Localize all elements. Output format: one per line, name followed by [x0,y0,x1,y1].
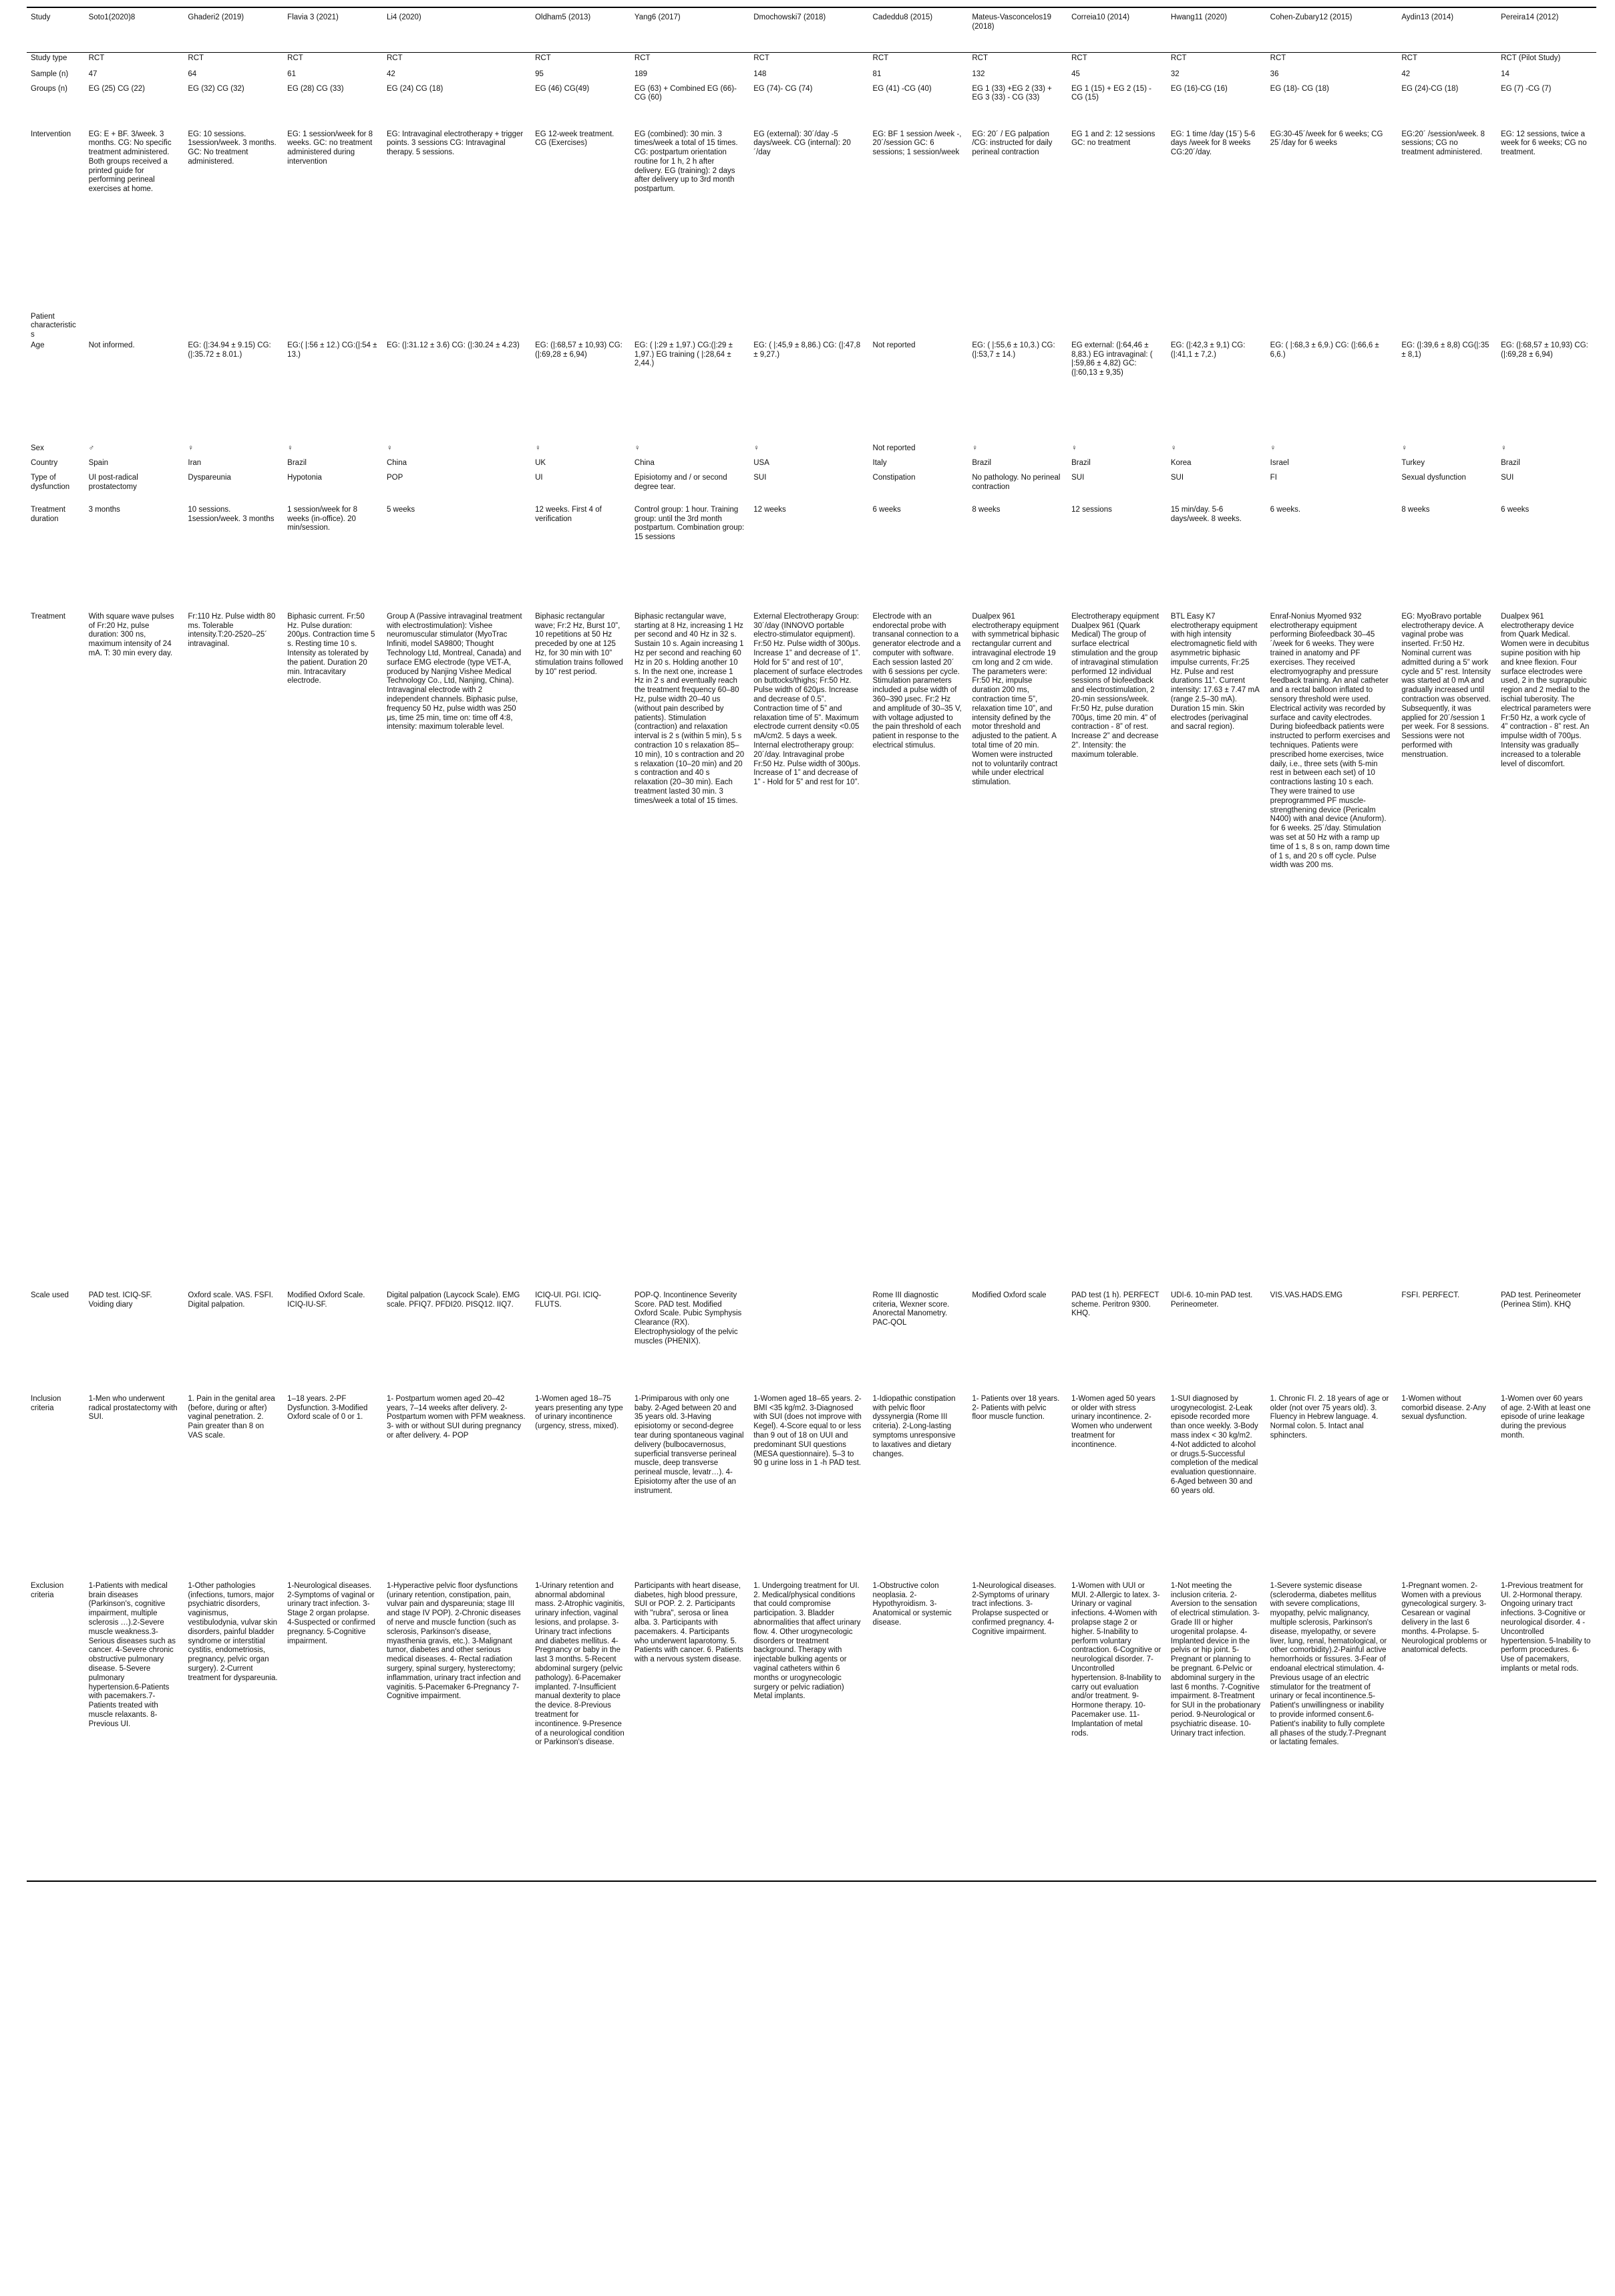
table-cell: 42 [386,69,395,78]
table-cell: EG (28) CG (33) [287,84,344,93]
column-header-study-6: Yang6 (2017) [631,7,749,53]
table-cell: 3 months [88,505,120,514]
table-cell: PAD test. Perineometer (Perinea Stim). KHQ [1501,1291,1582,1309]
table-cell: RCT [1270,54,1286,62]
table-cell: RCT [535,54,551,62]
table-cell: 1-Urinary retention and abnormal abdominal mass. 2-Atrophic vaginitis, urinary infection, vaginal lesions, and prolapse. 3-Urinary tract infections and diabetes mellitus. 4-Pregnancy or baby in the last 3 months. 5-Recent abdominal surgery (pelvic pathology). 6-Pacemaker implanted. 7-Insufficient manual dexterity to place the device. 8-Previous treatment for incontinence. 9-Presence of a neurological condition or Parkinson's disease. [531,1581,631,1881]
table-cell: 1-Patients with medical brain diseases (Parkinson's, cognitive impairment, multiple sclerosis …).2-Severe muscle weakness.3-Serious diseases such as cancer. 4-Severe chronic obstructive pulmonary disease. 5-Severe pulmonary hypertension.6-Patients with pacemakers.7-Patients treated with muscle relaxants. 8-Previous UI. [85,1581,184,1881]
table-cell: Participants with heart disease, diabetes, high blood pressure, SUI or POP. 2. 2. Participants with "rubra", serosa or linea alba. 3. Participants with pacemakers. 4. Participants who underwent laparotomy. 5. Patients with cancer. 6. Patients with a nervous system disease. [631,1581,749,1881]
row-label: Sample (n) [31,69,69,78]
table-cell: 1. Pain in the genital area (before, during or after) vaginal penetration. 2. Pain greater than 8 on VAS scale. [188,1394,275,1440]
table-cell: Electrode with an endorectal probe with transanal connection to a generator electrode and a computer with software. Each session lasted 20´ with 6 sessions per cycle. Stimulation parameters included a pulse width of 360–390 μsec. Fr:2 Hz and amplitude of 30–35 V, with voltage adjusted to the pain threshold of each patient in response to the electrical stimulus. [872,612,962,750]
table-cell: 8 weeks [1401,505,1430,514]
table-cell: UI post-radical prostatectomy [88,473,138,491]
table-cell: 6 weeks. [1270,505,1301,514]
table-cell: 5 weeks [386,505,415,514]
table-cell: EG (24) CG (18) [386,84,443,93]
table-cell [531,311,631,340]
table-cell: EG (18)- CG (18) [1270,84,1329,93]
row-label: Intervention [31,130,71,138]
table-cell: Biphasic rectangular wave; Fr:2 Hz, Burst 10”, 10 repetitions at 50 Hz preceded by one at 125 Hz, for 30 min with 10” stimulation trains followed by 10” rest period. [535,612,623,676]
table-cell: RCT [972,54,988,62]
table-cell: 61 [287,69,296,78]
table-cell: 6 weeks [872,505,901,514]
table-cell: EG: 1 session/week for 8 weeks. GC: no treatment administered during intervention [287,130,373,166]
table-cell: 1-Women aged 18–75 years presenting any type of urinary incontinence (urgency, stress, mixed). [535,1394,623,1431]
table-cell: USA [753,458,769,467]
table-cell: EG (32) CG (32) [188,84,244,93]
table-cell: 8 weeks [972,505,1001,514]
table-cell: Iran [188,458,202,467]
table-cell: 1-Previous treatment for UI. 2-Hormonal therapy. Ongoing urinary tract infections. 3-Cognitive or neurological disorder. 4 -Uncontrolled hypertension. 5-Inability to perform procedures. 6-Use of pacemakers, implants or metal rods. [1497,1581,1596,1881]
table-cell: EG: ( |:29 ± 1,97.) CG:(|:29 ± 1,97.) EG training ( |:28,64 ± 2,44.) [634,341,733,368]
table-row [27,472,1596,504]
column-header-study-11: Hwang11 (2020) [1167,7,1266,53]
table-cell: 1- Postpartum women aged 20–42 years, 7–14 weeks after delivery. 2-Postpartum women with PFM weakness. 3- with or without SUI during pregnancy or after delivery. 4- POP [386,1394,526,1440]
table-cell: 81 [872,69,882,78]
table-body [27,53,1596,1881]
column-header-study-4: Li4 (2020) [383,7,531,53]
table-cell: EG: Intravaginal electrotherapy + trigger points. 3 sessions CG: Intravaginal therapy. 5 sessions. [386,130,524,157]
column-header-study-8: Cadeddu8 (2015) [869,7,968,53]
table-cell: SUI [1071,473,1085,482]
table-cell: EG (16)-CG (16) [1170,84,1228,93]
table-cell: Oxford scale. VAS. FSFI. Digital palpation. [188,1291,273,1309]
table-cell: Not reported [872,341,916,349]
table-cell: 1-Women over 60 years of age. 2-With at least one episode of urine leakage during the previous month. [1501,1394,1591,1440]
table-cell: 1-Pregnant women. 2-Women with a previous gynecological surgery. 3-Cesarean or vaginal delivery in the last 6 months. 4-Prolapse. 5-Neurological problems or anatomical defects. [1397,1581,1497,1881]
column-header-study-2: Ghaderi2 (2019) [184,7,283,53]
column-header-study-3: Flavia 3 (2021) [283,7,383,53]
table-cell: Biphasic rectangular wave, starting at 8 Hz, increasing 1 Hz per second and 40 Hz in 32 s. Sustain 10 s. Again increasing 1 Hz per second and reaching 60 Hz in 20 s. Holding another 10 s. In the next one, increase 1 Hz in 2 s and eventually reach the treatment frequency 60–80 Hz, pulse width 20–40 us (without pain described by patients). Stimulation (contraction) and relaxation interval is 2 s (within 5 min), 5 s contraction 10 s relaxation 85–10 min), 10 s contraction and 20 s relaxation (10–20 min) and 20 s contraction and 40 s relaxation (20–30 min). Each treatment lasted 30 min. 3 times/week a total of 15 times. [634,612,745,805]
table-cell [749,311,868,340]
column-header-study-14: Pereira14 (2012) [1497,7,1596,53]
table-row [27,53,1596,69]
table-cell: Hypotonia [287,473,322,482]
table-row [27,311,1596,340]
table-cell: 42 [1401,69,1411,78]
table-cell: RCT [872,54,889,62]
table-cell: Dualpex 961 electrotherapy device from Quark Medical. Women were in decubitus supine position with hip and knee flexion. Four surface electrodes were used, 2 in the suprapubic region and 2 medial to the ischial tuberosity. The electrical parameters were Fr:50 Hz, a work cycle of 4” contraction - 8” rest. An impulse width of 700μs. Intensity was gradually increased to a tolerable level of discomfort. [1501,612,1591,768]
table-cell: RCT [287,54,303,62]
table-cell: 95 [535,69,544,78]
table-cell: 1-Women with UUI or MUI. 2-Allergic to latex. 3-Urinary or vaginal infections. 4-Women with prolapse stage 2 or higher. 5-Inability to perform voluntary contraction. 6-Cognitive or neurological disorder. 7-Uncontrolled hypertension. 8-Inability to carry out evaluation and/or treatment. 9-Hormone therapy. 10-Pacemaker use. 11-Implantation of metal rods. [1067,1581,1167,1881]
table-cell: External Electrotherapy Group: 30´/day (INNOVO portable electro-stimulator equipment). Fr:50 Hz. Pulse width of 300μs. Increase 1” and decrease of 1”. Hold for 5” and rest of 10”, placement of surface electrodes on buttocks/thighs; Fr:50 Hz. Pulse width of 620μs. Increase and decrease of 0.5”. Contraction time of 5” and relaxation time of 5”. Maximum electrode current density <0.05 mA/cm2. 5 days a week. Internal electrotherapy group: 20´/day. Intravaginal probe Fr:50 Hz. Pulse width of 300μs. Increase of 1” and decrease of 1” - Hold for 5” and rest for 10”. [753,612,863,787]
table-cell: 1. Undergoing treatment for UI. 2. Medical/physical conditions that could compromise participation. 3. Bladder abnormalities that affect urinary flow. 4. Other urogynecologic disorders or treatment background. Therapy with injectable bulking agents or vaginal catheters within 6 months or urogynecologic surgery or pelvic radiation) Metal implants. [749,1581,868,1881]
table-cell: ♀ [287,444,293,452]
table-cell: UK [535,458,546,467]
table-cell: ♀ [386,444,393,452]
row-label: Patient characteristics [31,312,76,339]
table-cell: Turkey [1401,458,1425,467]
table-cell: EG: (|:31.12 ± 3.6) CG: (|:30.24 ± 4.23) [386,341,520,349]
table-cell: FSFI. PERFECT. [1401,1291,1460,1299]
table-cell [869,311,968,340]
row-label: Age [31,341,45,349]
table-cell: EG 12-week treatment. CG (Exercises) [535,130,614,148]
table-cell: No pathology. No perineal contraction [972,473,1061,491]
table-cell: ♀ [1071,444,1077,452]
table-cell: POP [386,473,403,482]
table-cell: 47 [88,69,98,78]
table-cell: Enraf-Nonius Myomed 932 electrotherapy equipment performing Biofeedback 30–45´/week for 6 weeks. They were trained in anatomy and PF exercises. They received electromyography and pressure feedback training. An anal catheter and a rectal balloon inflated to sensory threshold were used. Electrical activity was recorded by surface and cavity electrodes. During biofeedback patients were instructed to perform exercises and techniques. Patients were prescribed home exercises, twice daily, i.e., three sets (with 5-min rest in between each set) of 10 contractions lasting 10 s each. They were trained to use preprogrammed PF muscle-strengthening device (Pericalm N400) with anal device (Anuform). for 6 weeks. 25´/day. Stimulation was set at 50 Hz with a ramp up time of 1 s, 8 s on, ramp down time of 1 s, and 20 s off cycle. Pulse width was 200 ms. [1270,612,1391,870]
table-cell: 1-Severe systemic disease (scleroderma, diabetes mellitus with severe complications, myopathy, pelvic malignancy, multiple sclerosis, Parkinson's disease, myelopathy, or severe liver, lung, renal, hematological, or other comorbidity).2-Painful active hemorrhoids or fissures. 3-Fear of endoanal electrical stimulation. 4-Previous usage of an electric stimulator for the treatment of urinary or fecal incontinence.5-Patient's unwillingness or inability to provide informed consent.6-Patient's inability to fully complete all phases of the study.7-Pregnant or lactating females. [1266,1581,1398,1881]
table-cell: 1-Neurological diseases. 2-Symptoms of vaginal or urinary tract infection. 3-Stage 2 organ prolapse. 4-Suspected or confirmed pregnancy. 5-Cognitive impairment. [283,1581,383,1881]
row-label: Scale used [31,1291,69,1299]
table-cell: EG (74)- CG (74) [753,84,813,93]
table-cell [383,311,531,340]
table-cell: 15 min/day. 5-6 days/week. 8 weeks. [1170,505,1242,523]
table-cell: RCT [753,54,769,62]
table-cell: Dyspareunia [188,473,231,482]
table-cell [749,1290,868,1393]
table-cell: EG: (|:39,6 ± 8,8) CG(|:35 ± 8,1) [1401,341,1489,359]
table-cell: 45 [1071,69,1080,78]
table-row [27,1581,1596,1881]
table-row [27,443,1596,458]
table-cell: Fr:110 Hz. Pulse width 80 ms. Tolerable intensity.T:20-2520–25´ intravaginal. [188,612,276,649]
column-header-study-10: Correia10 (2014) [1067,7,1167,53]
table-cell: 12 sessions [1071,505,1112,514]
table-cell: EG: ( |:45,9 ± 8,86.) CG: (|:47,8 ± 9,27.) [753,341,861,359]
table-cell: 32 [1170,69,1180,78]
table-cell [283,311,383,340]
table-cell: EG: 12 sessions, twice a week for 6 weeks; CG no treatment. [1501,130,1587,157]
table-cell: 132 [972,69,985,78]
table-cell: ♀ [535,444,541,452]
table-cell: Modified Oxford scale [972,1291,1047,1299]
table-cell: 148 [753,69,767,78]
table-cell: EG: E + BF. 3/week. 3 months. CG: No specific treatment administered. Both groups received a printed guide for performing perineal exercises at home. [88,130,172,194]
table-cell: RCT [1170,54,1187,62]
studies-table [27,7,1596,1882]
table-cell: 1-Neurological diseases. 2-Symptoms of urinary tract infections. 3-Prolapse suspected or confirmed pregnancy. 4-Cognitive impairment. [968,1581,1067,1881]
table-cell: EG:( |:56 ± 12.) CG:(|:54 ± 13.) [287,341,377,359]
table-cell: RCT (Pilot Study) [1501,54,1561,62]
row-label: Country [31,458,58,467]
table-cell: ♀ [972,444,978,452]
table-cell: 1-Women aged 18–65 years. 2-BMI <35 kg/m2. 3-Diagnosed with SUI (does not improve with Kegel). 4-Score equal to or less than 9 out of 18 on UUI and predominant SUI questions (MESA questionnaire). 5–3 to 90 g urine loss in 1 -h PAD test. [753,1394,862,1468]
table-cell [1067,311,1167,340]
table-cell: ♀ [753,444,759,452]
table-cell: EG: ( |:68,3 ± 6,9.) CG: (|:66,6 ± 6,6.) [1270,341,1379,359]
table-cell: China [634,458,655,467]
table-cell: EG 1 (15) + EG 2 (15) - CG (15) [1071,84,1151,102]
table-cell: With square wave pulses of Fr:20 Hz, pulse duration: 300 ns, maximum intensity of 24 mA. T: 30 min every day. [88,612,174,658]
table-cell: Not informed. [88,341,135,349]
table-cell [631,311,749,340]
table-cell: EG (external): 30´/day -5 days/week. CG (internal): 20´/day [753,130,851,157]
table-cell: 1-Obstructive colon neoplasia. 2-Hypothyroidism. 3-Anatomical or systemic disease. [869,1581,968,1881]
table-cell: Control group: 1 hour. Training group: until the 3rd month postpartum. Combination group: 15 sessions [634,505,745,542]
table-cell: SUI [753,473,767,482]
table-cell [1266,311,1398,340]
table-cell: EG (46) CG(49) [535,84,590,93]
evidence-table-page [27,7,1596,1882]
row-label: Groups (n) [31,84,67,93]
table-cell: Digital palpation (Laycock Scale). EMG scale. PFIQ7. PFDI20. PISQ12. IIQ7. [386,1291,520,1309]
table-cell: FI [1270,473,1277,482]
table-cell: EG: BF 1 session /week -, 20´/session GC: 6 sessions; 1 session/week [872,130,962,157]
table-cell: ♀ [1270,444,1276,452]
table-cell: Dualpex 961 electrotherapy equipment with symmetrical biphasic rectangular current and intravaginal electrode 19 cm long and 2 cm wide. The parameters were: Fr:50 Hz, impulse duration 200 ms, contraction time 5”, relaxation time 10”, and intensity defined by the motor threshold and adjusted to the patient. A total time of 20 min. Women were instructed not to voluntarily contract while under electrical stimulation. [972,612,1059,787]
table-cell: PAD test (1 h). PERFECT scheme. Peritron 9300. KHQ. [1071,1291,1159,1318]
table-row [27,1290,1596,1393]
table-row [27,1393,1596,1581]
table-cell: 6 weeks [1501,505,1530,514]
table-cell: EG: 1 time /day (15´) 5-6 days /week for 8 weeks CG:20´/day. [1170,130,1256,157]
table-cell: Brazil [1071,458,1091,467]
table-cell: EG: ( |:55,6 ± 10,3.) CG: (|:53,7 ± 14.) [972,341,1055,359]
table-cell: 12 weeks [753,505,786,514]
table-cell: Korea [1170,458,1192,467]
column-header-study-1: Soto1(2020)8 [85,7,184,53]
row-label: Study type [31,54,67,62]
column-header-study-5: Oldham5 (2013) [531,7,631,53]
table-cell: SUI [1170,473,1184,482]
table-cell [968,311,1067,340]
column-header-study-7: Dmochowski7 (2018) [749,7,868,53]
table-cell: Modified Oxford Scale. ICIQ-IU-SF. [287,1291,365,1309]
table-row [27,340,1596,443]
table-cell: RCT [188,54,204,62]
table-cell: 1-Primiparous with only one baby. 2-Aged between 20 and 35 years old. 3-Having episiotomy or second-degree tear during spontaneous vaginal delivery (bulbocavernosus, superficial transverse perineal muscle, deep transverse perineal muscle, levatr…). 4-Episiotomy after the use of an instrument. [634,1394,744,1495]
table-cell: ♀ [634,444,641,452]
table-cell: RCT [386,54,403,62]
table-cell: ♀ [1501,444,1507,452]
table-cell: Biphasic current. Fr:50 Hz. Pulse duration: 200μs. Contraction time 5 s. Resting time 10 s. Intensity as tolerated by the patient. Duration 20 min. Intracavitary electrode. [287,612,375,685]
table-cell: BTL Easy K7 electrotherapy equipment with high intensity electromagnetic field with asymmetric biphasic impulse currents, Fr:25 Hz. Pulse and rest durations 11”. Current intensity: 17.63 ± 7.47 mA (range 2.5–30 mA). Duration 15 min. Skin electrodes (perivaginal and sacral region). [1170,612,1260,731]
table-cell: EG (25) CG (22) [88,84,145,93]
table-cell: UI [535,473,543,482]
table-row [27,84,1596,129]
table-cell [85,311,184,340]
table-cell: EG (63) + Combined EG (66)- CG (60) [634,84,737,102]
table-cell: 189 [634,69,648,78]
table-cell: 1-Other pathologies (infections, tumors, major psychiatric disorders, vaginismus, vestibulodynia, vulvar skin disorders, painful bladder syndrome or interstitial cystitis, endometriosis, pregnancy, pelvic organ surgery). 2-Current treatment for dyspareunia. [184,1581,283,1881]
table-cell: EG 1 and 2: 12 sessions GC: no treatment [1071,130,1155,148]
table-cell: RCT [88,54,105,62]
table-cell: 1. Chronic FI. 2. 18 years of age or older (not over 75 years old). 3. Fluency in Hebrew language. 4. Normal colon. 5. Intact anal sphincters. [1270,1394,1389,1440]
table-cell: Brazil [287,458,307,467]
column-header-study-13: Aydin13 (2014) [1397,7,1497,53]
row-label: Treatment duration [31,505,65,523]
table-cell: ♂ [88,444,95,452]
table-cell: EG: 20´ / EG palpation /CG: instructed for daily perineal contraction [972,130,1053,157]
row-label: Treatment [31,612,65,621]
table-cell: EG: (|:68,57 ± 10,93) CG: (|:69,28 ± 6,94) [535,341,622,359]
table-row [27,458,1596,472]
table-cell: UDI-6. 10-min PAD test. Perineometer. [1170,1291,1253,1309]
table-cell: Constipation [872,473,916,482]
table-cell: VIS.VAS.HADS.EMG [1270,1291,1343,1299]
table-cell: EG external: (|:64,46 ± 8,83.) EG intravaginal: ( |:59,86 ± 4,82) GC: (|:60,13 ± 9,35) [1071,341,1153,377]
table-cell: Spain [88,458,109,467]
table-cell: PAD test. ICIQ-SF. Voiding diary [88,1291,152,1309]
table-cell: EG:20´ /session/week. 8 sessions; CG no treatment administered. [1401,130,1485,157]
column-header-study: Study [27,7,85,53]
table-cell: Brazil [972,458,992,467]
table-cell: 14 [1501,69,1509,78]
table-row [27,69,1596,84]
table-cell: EG: MyoBravo portable electrotherapy device. A vaginal probe was inserted. Fr:50 Hz. Nominal current was admitted during a 5” work cycle and 5” rest. Intensity was started at 0 mA and gradually increased until contraction was observed. Subsequently, it was applied for 20´/session 1 per week. For 8 sessions. Sessions were not performed with menstruation. [1401,612,1491,759]
table-cell: 1-Idiopathic constipation with pelvic floor dyssynergia (Rome III criteria). 2-Long-lasting symptoms unresponsive to laxatives and dietary changes. [872,1394,956,1458]
table-cell: RCT [1401,54,1417,62]
table-cell: Not reported [872,444,916,452]
table-cell: Group A (Passive intravaginal treatment with electrostimulation): Vishee neuromuscular stimulator (MyoTrac Infiniti, model SA9800; Thought Technology Ltd, Montreal, Canada) and surface EMG electrode (type VET-A, produced by Nanjing Vishee Medical Technology Co., Ltd, Nanjing, China). Intravaginal electrode with 2 independent channels. Biphasic pulse, frequency 50 Hz, pulse width was 250 μs, time 25 min, time on: time off 4:8, intensity: maximum tolerable level. [386,612,522,731]
table-cell: EG (24)-CG (18) [1401,84,1459,93]
table-cell: RCT [1071,54,1087,62]
table-cell: Brazil [1501,458,1520,467]
table-cell: ICIQ-UI. PGI. ICIQ-FLUTS. [535,1291,602,1309]
table-cell [1397,311,1497,340]
table-cell: 12 weeks. First 4 of verification [535,505,602,523]
table-cell: 1-Women without comorbid disease. 2-Any sexual dysfunction. [1401,1394,1486,1422]
table-row [27,611,1596,1290]
table-cell: 10 sessions. 1session/week. 3 months [188,505,275,523]
table-row [27,129,1596,311]
table-row [27,504,1596,611]
table-cell: 1-Men who underwent radical prostatectomy with SUI. [88,1394,178,1422]
table-cell: Israel [1270,458,1289,467]
column-header-study-9: Mateus-Vasconcelos19 (2018) [968,7,1067,53]
table-cell: China [386,458,407,467]
table-cell: 1 session/week for 8 weeks (in-office). 20 min/session. [287,505,358,532]
table-cell [1497,311,1596,340]
table-cell: POP-Q. Incontinence Severity Score. PAD test. Modified Oxford Scale. Pubic Symphysis Clearance (RX). Electrophysiology of the pelvic muscles (PHENIX). [634,1291,742,1345]
table-cell: EG (41) -CG (40) [872,84,932,93]
table-cell: EG: (|:34.94 ± 9.15) CG: (|:35.72 ± 8.01.) [188,341,271,359]
table-cell: 1-SUI diagnosed by urogynecologist. 2-Leak episode recorded more than once weekly. 3-Body mass index < 30 kg/m2. 4-Not addicted to alcohol or drugs.5-Successful completion of the medical evaluation questionnaire. 6-Aged between 30 and 60 years old. [1170,1394,1258,1495]
row-label: Sex [31,444,44,452]
table-cell: EG: (|:42,3 ± 9,1) CG: (|:41,1 ± 7,2.) [1170,341,1246,359]
row-label: Exclusion criteria [27,1581,85,1881]
row-label: Type of dysfunction [31,473,70,491]
table-cell: EG:30-45´/week for 6 weeks; CG 25´/day for 6 weeks [1270,130,1383,148]
table-cell: 1- Patients over 18 years. 2- Patients with pelvic floor muscle function. [972,1394,1060,1422]
table-cell: EG (7) -CG (7) [1501,84,1552,93]
table-cell: EG 1 (33) +EG 2 (33) + EG 3 (33) - CG (33) [972,84,1052,102]
table-cell: Sexual dysfunction [1401,473,1466,482]
table-cell: Episiotomy and / or second degree tear. [634,473,727,491]
table-cell: 1–18 years. 2-PF Dysfunction. 3-Modified Oxford scale of 0 or 1. [287,1394,368,1422]
table-cell: ♀ [188,444,194,452]
table-cell: 1-Hyperactive pelvic floor dysfunctions (urinary retention, constipation, pain, vulvar pain and dyspareunia; stage III and stage IV POP). 2-Chronic diseases of nerve and muscle function (such as sclerosis, Parkinson's disease, myasthenia gravis, etc.). 3-Malignant tumor, diabetes and other serious medical diseases. 4- Rectal radiation surgery, spinal surgery, hysterectomy; inflammation, urinary tract infection and vaginitis. 5-Pacemaker 6-Pregnancy 7-Cognitive impairment. [383,1581,531,1881]
table-cell: 36 [1270,69,1279,78]
table-cell: EG: 10 sessions. 1session/week. 3 months. GC: No treatment administered. [188,130,277,166]
table-cell: 1-Women aged 50 years or older with stress urinary incontinence. 2-Women who underwent treatment for incontinence. [1071,1394,1155,1449]
table-cell: Rome III diagnostic criteria, Wexner score. Anorectal Manometry. PAC-QOL [872,1291,950,1327]
table-cell [184,311,283,340]
table-cell: 64 [188,69,197,78]
row-label: Inclusion criteria [31,1394,61,1412]
table-cell: EG: (|:68,57 ± 10,93) CG: (|:69,28 ± 6,94) [1501,341,1588,359]
table-cell: SUI [1501,473,1514,482]
table-cell: ♀ [1170,444,1177,452]
table-cell: EG (combined): 30 min. 3 times/week a total of 15 times. CG: postpartum orientation routine for 1 h, 2 h after delivery. EG (training): 2 days after delivery up to 3rd month postpartum. [634,130,738,194]
header-row [27,7,1596,53]
table-cell: Italy [872,458,887,467]
table-cell: ♀ [1401,444,1407,452]
table-cell: 1-Not meeting the inclusion criteria. 2-Aversion to the sensation of electrical stimulation. 3-Grade III or higher urogenital prolapse. 4-Implanted device in the pelvis or hip joint. 5-Pregnant or planning to be pregnant. 6-Pelvic or abdominal surgery in the last 6 months. 7-Cognitive impairment. 8-Treatment for SUI in the probationary period. 9-Neurological or psychiatric disease. 10-Urinary tract infection. [1167,1581,1266,1881]
table-cell [1167,311,1266,340]
table-cell: RCT [634,54,651,62]
column-header-study-12: Cohen-Zubary12 (2015) [1266,7,1398,53]
table-cell: Electrotherapy equipment Dualpex 961 (Quark Medical) The group of surface electrical stimulation and the group of intravaginal stimulation performed 12 individual sessions of biofeedback and electrostimulation, 2 20-min sessions/week. Fr:50 Hz, pulse duration 700μs, time 20 min. 4” of contraction - 8” of rest. Increase 2” and decrease 2”. Intensity: the maximum tolerable. [1071,612,1159,759]
